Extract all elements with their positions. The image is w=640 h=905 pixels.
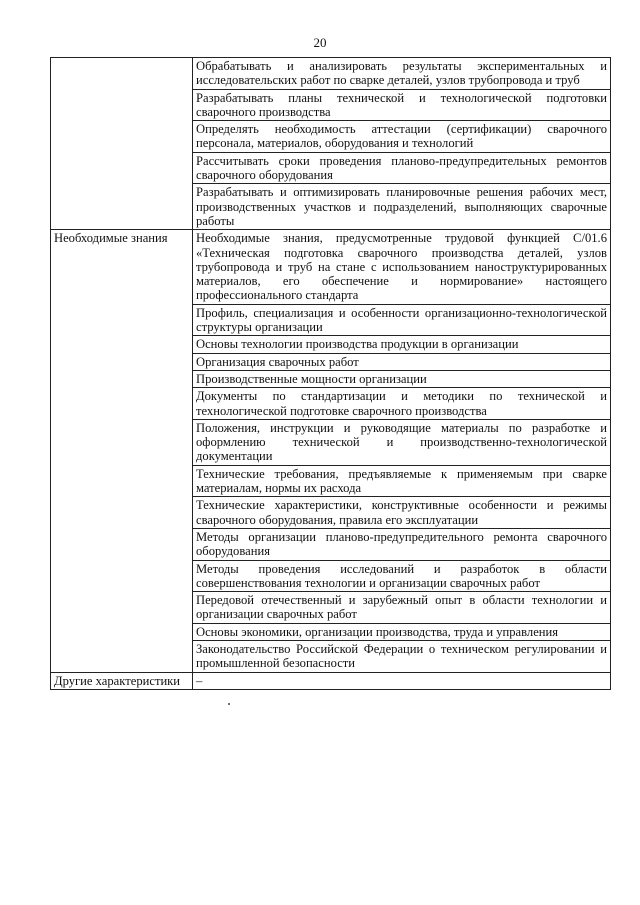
section-item: Производственные мощности организации <box>193 370 611 387</box>
table-row <box>51 58 611 90</box>
stray-mark <box>228 703 230 705</box>
section-label <box>51 58 193 230</box>
section-item: Разрабатывать планы технической и технологической подготовки сварочного производства <box>193 89 611 121</box>
section-item: Методы проведения исследований и разработок в области совершенствования технологии и организации сварочных работ <box>193 560 611 592</box>
table-body <box>51 58 611 690</box>
section-item: Основы экономики, организации производства, труда и управления <box>193 623 611 640</box>
table-row <box>51 230 611 304</box>
section-item: Основы технологии производства продукции в организации <box>193 336 611 353</box>
table-row <box>51 672 611 689</box>
section-label: Необходимые знания <box>51 230 193 672</box>
section-item: Передовой отечественный и зарубежный опыт в области технологии и организации сварочных работ <box>193 592 611 624</box>
section-item: Рассчитывать сроки проведения планово-предупредительных ремонтов сварочного оборудования <box>193 152 611 184</box>
section-item: Методы организации планово-предупредительного ремонта сварочного оборудования <box>193 528 611 560</box>
section-label: Другие характеристики <box>51 672 193 689</box>
section-item: Технические характеристики, конструктивные особенности и режимы сварочного оборудования, правила его эксплуатации <box>193 497 611 529</box>
section-item: Документы по стандартизации и методики по технической и технологической подготовке сварочного производства <box>193 388 611 420</box>
section-item: Разрабатывать и оптимизировать планировочные решения рабочих мест, производственных участков и подразделений, выполняющих сварочные работы <box>193 184 611 230</box>
page-number: 20 <box>313 35 327 50</box>
section-item: Обрабатывать и анализировать результаты экспериментальных и исследовательских работ по сварке деталей, узлов трубопровода и труб <box>193 58 611 90</box>
requirements-table <box>50 57 611 690</box>
section-item: Положения, инструкции и руководящие материалы по разработке и оформлению технической и производственно-технологической документации <box>193 419 611 465</box>
section-item: – <box>193 672 611 689</box>
section-item: Технические требования, предъявляемые к применяемым при сварке материалам, нормы их расхода <box>193 465 611 497</box>
section-item: Законодательство Российской Федерации о техническом регулировании и промышленной безопасности <box>193 640 611 672</box>
section-item: Организация сварочных работ <box>193 353 611 370</box>
section-item: Профиль, специализация и особенности организационно-технологической структуры организации <box>193 304 611 336</box>
section-item: Определять необходимость аттестации (сертификации) сварочного персонала, материалов, оборудования и технологий <box>193 121 611 153</box>
section-item: Необходимые знания, предусмотренные трудовой функцией C/01.6 «Техническая подготовка сварочного производства деталей, узлов трубопровода и труб на стане с использованием наноструктурированных материалов, его обеспечение и нормирование» настоящего профессионального стандарта <box>193 230 611 304</box>
